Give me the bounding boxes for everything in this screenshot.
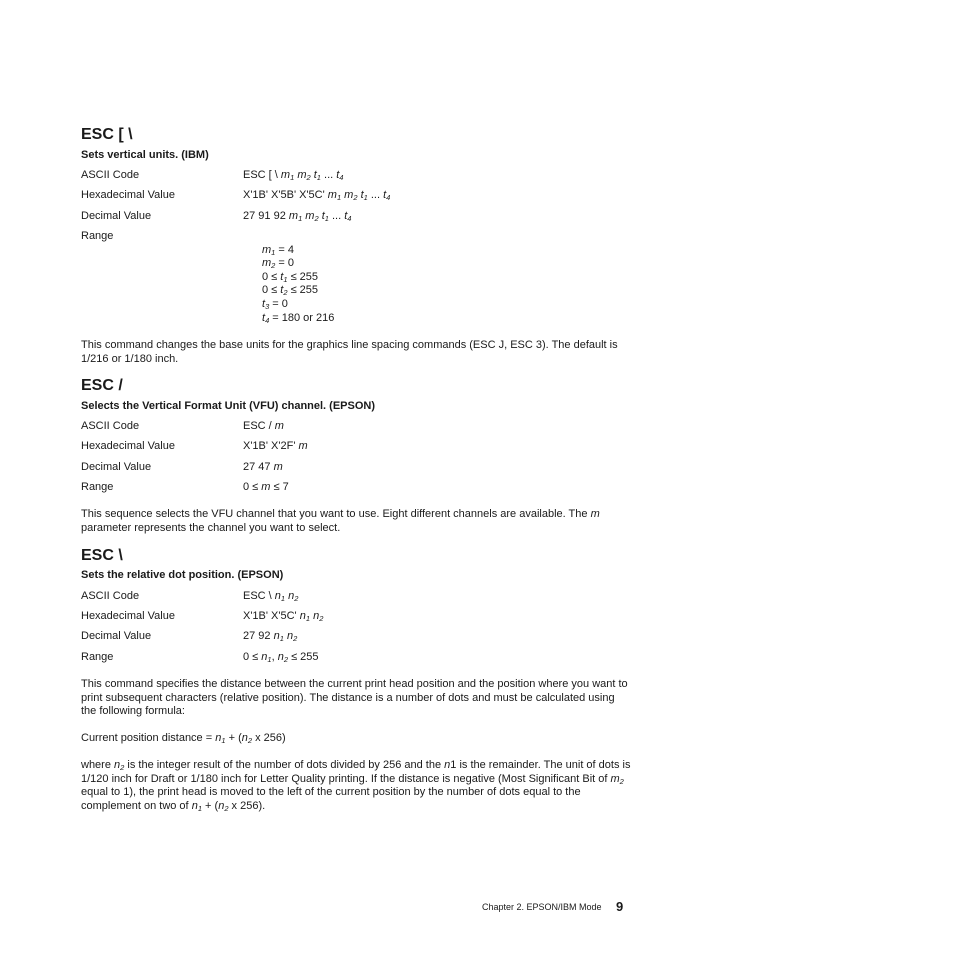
label-ascii-code: ASCII Code	[81, 169, 140, 181]
value-hex: X'1B' X'5C' $n_1$ $n_2$	[243, 610, 324, 623]
section-subheading: Sets vertical units. (IBM)	[81, 149, 209, 161]
section-description: This sequence selects the VFU channel that you want to use. Eight different channels are available. The m parameter represents the channel you want to select.	[81, 508, 600, 534]
range-t2: $0 \le t_2 \le 255$	[262, 284, 319, 297]
value-ascii-code: ESC / m	[243, 420, 284, 432]
section-heading-esc-backslash: ESC \	[81, 547, 123, 564]
range-t3: $t_3 = 0$	[262, 298, 288, 311]
value-decimal: 27 92 $n_1$ $n_2$	[243, 630, 298, 643]
label-range: Range	[81, 481, 114, 493]
value-decimal: 27 91 92 $m_1$ $m_2$ $t_1$ ... $t_4$	[243, 210, 352, 223]
page-number: 9	[616, 899, 624, 914]
label-decimal-value: Decimal Value	[81, 461, 152, 473]
section-heading-esc-slash: ESC /	[81, 377, 123, 394]
value-decimal: 27 47 m	[243, 461, 283, 473]
formula-explanation: where $n_2$ is the integer result of the number of dots divided by 256 and the n1 is the remainder. The unit of dots is 1/120 inch for Draft or 1/180 inch for Letter Quality printing. If the distance is negative (Most Significant Bit of $m_2$ equal to 1), the print head is moved to the left of the current position by the number of dots equal to the complement on two of $n_1 + (n_2$ x 256).	[81, 759, 631, 813]
section-subheading: Selects the Vertical Format Unit (VFU) channel. (EPSON)	[81, 400, 376, 412]
label-decimal-value: Decimal Value	[81, 210, 152, 222]
range-m1: $m_1 = 4$	[262, 244, 295, 257]
value-ascii-code: ESC [ \ $m_1$ $m_2$ $t_1$ ... $t_4$	[243, 169, 344, 182]
label-hex-value: Hexadecimal Value	[81, 610, 175, 622]
label-hex-value: Hexadecimal Value	[81, 440, 175, 452]
label-hex-value: Hexadecimal Value	[81, 189, 175, 201]
footer-chapter-title: Chapter 2. EPSON/IBM Mode	[482, 902, 602, 912]
value-hex: X'1B' X'5B' X'5C' $m_1$ $m_2$ $t_1$ ... $t_4$	[243, 189, 391, 202]
label-range: Range	[81, 651, 114, 663]
value-range: 0 ≤ m ≤ 7	[243, 481, 289, 493]
section-description: This command specifies the distance between the current print head position and the position where you want to print subsequent characters (relative position). The distance is a number of dots and must be calculated using the following formula:	[81, 678, 628, 717]
value-range: $0 \le n_1$, $n_2 \le 255$	[243, 651, 319, 664]
label-decimal-value: Decimal Value	[81, 630, 152, 642]
label-range: Range	[81, 230, 114, 242]
value-hex: X'1B' X'2F' m	[243, 440, 308, 452]
range-m2: $m_2 = 0$	[262, 257, 295, 270]
document-page	[81, 0, 641, 954]
range-t1: $0 \le t_1 \le 255$	[262, 271, 319, 284]
section-heading-esc-bracket: ESC [ \	[81, 126, 133, 143]
section-subheading: Sets the relative dot position. (EPSON)	[81, 569, 284, 581]
formula: Current position distance = $n_1 + (n_2$ x 256)	[81, 732, 286, 745]
value-ascii-code: ESC \ $n_1$ $n_2$	[243, 590, 299, 603]
label-ascii-code: ASCII Code	[81, 420, 140, 432]
section-description: This command changes the base units for the graphics line spacing commands (ESC J, ESC 3). The default is 1/216 or 1/180 inch.	[81, 339, 618, 365]
label-ascii-code: ASCII Code	[81, 590, 140, 602]
range-t4: $t_4 = 180$ or 216	[262, 312, 335, 325]
